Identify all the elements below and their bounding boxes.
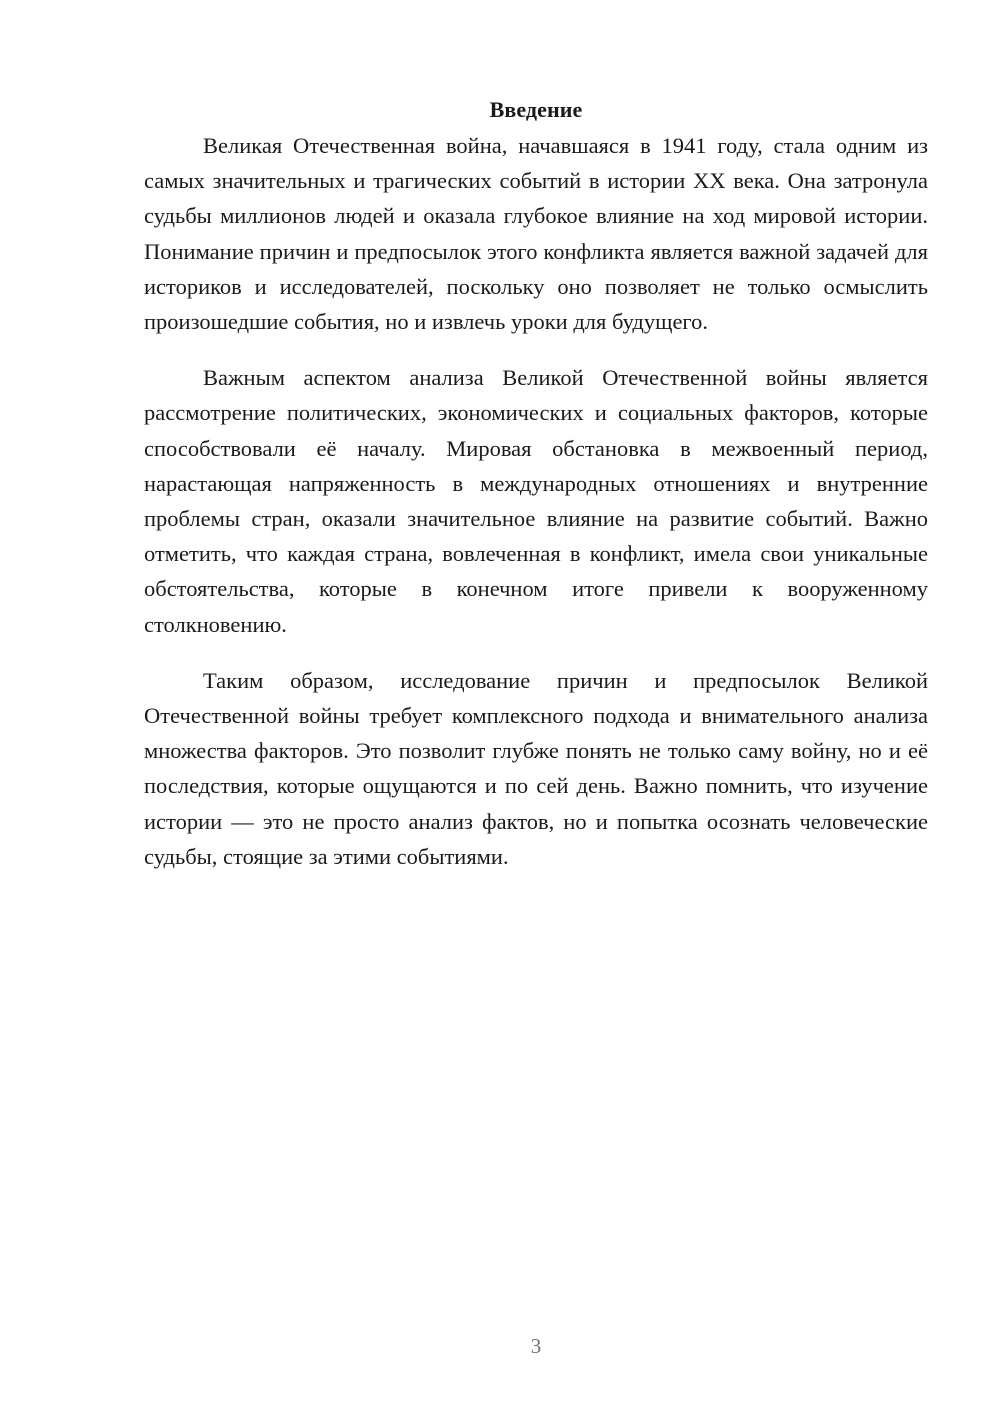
section-heading: Введение [489,97,583,122]
page-number: 3 [530,1334,542,1358]
paragraph-2: Важным аспектом анализа Великой Отечественной войны является рассмотрение политических, экономических и социальных факторов, которые способствовали её началу. Мировая обстановка в межвоенный период, нарастающая напряженность в международных отношениях и внутренние проблемы стран, оказали значительное влияние на развитие событий. Важно отметить, что каждая страна, вовлеченная в конфликт, имела свои уникальные обстоятельства, которые в конечном итоге привели к вооруженному столкновению. [144,365,928,637]
paragraph-3: Таким образом, исследование причин и предпосылок Великой Отечественной войны требует комплексного подхода и внимательного анализа множества факторов. Это позволит глубже понять не только саму войну, но и её последствия, которые ощущаются и по сей день. Важно помнить, что изучение истории — это не просто анализ фактов, но и попытка осознать человеческие судьбы, стоящие за этими событиями. [144,667,928,869]
paragraph-1: Великая Отечественная война, начавшаяся в 1941 году, стала одним из самых значительных и трагических событий в истории XX века. Она затронула судьбы миллионов людей и оказала глубокое влияние на ход мировой истории. Понимание причин и предпосылок этого конфликта является важной задачей для историков и исследователей, поскольку оно позволяет не только осмыслить произошедшие события, но и извлечь уроки для будущего. [144,133,928,335]
page-body [144,92,928,874]
